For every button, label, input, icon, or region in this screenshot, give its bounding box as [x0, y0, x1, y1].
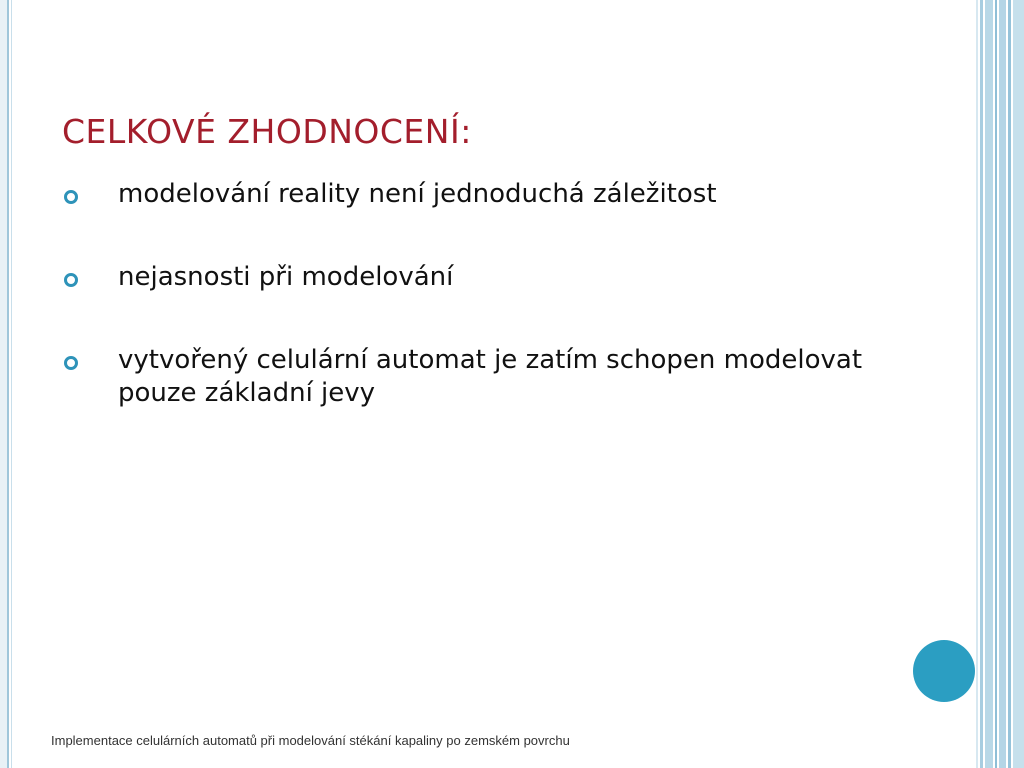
- stripe: [995, 0, 997, 768]
- stripe: [976, 0, 978, 768]
- bullet-text: modelování reality není jednoduchá záležitost: [118, 179, 717, 209]
- bullet-list: [62, 178, 942, 410]
- bullet-item: [62, 344, 942, 410]
- bullet-text: nejasnosti při modelování: [118, 262, 454, 292]
- bullet-text: vytvořený celulární automat je zatím schopen modelovat pouze základní jevy: [118, 345, 863, 408]
- stripe: [1013, 0, 1024, 768]
- slide-title: CELKOVÉ ZHODNOCENÍ:: [62, 112, 472, 151]
- stripe: [980, 0, 983, 768]
- right-decorative-stripes: [976, 0, 1024, 768]
- hollow-circle-bullet-icon: [64, 356, 78, 370]
- filled-circle-icon: [913, 640, 975, 702]
- stripe: [999, 0, 1006, 768]
- hollow-circle-bullet-icon: [64, 190, 78, 204]
- hollow-circle-bullet-icon: [64, 273, 78, 287]
- bullet-item: [62, 261, 942, 294]
- left-frame-line-thin: [11, 0, 12, 768]
- stripe: [1008, 0, 1011, 768]
- bullet-item: [62, 178, 942, 211]
- stripe: [985, 0, 993, 768]
- slide-footer: Implementace celulárních automatů při modelování stékání kapaliny po zemském povrchu: [51, 733, 570, 748]
- left-frame-line: [7, 0, 9, 768]
